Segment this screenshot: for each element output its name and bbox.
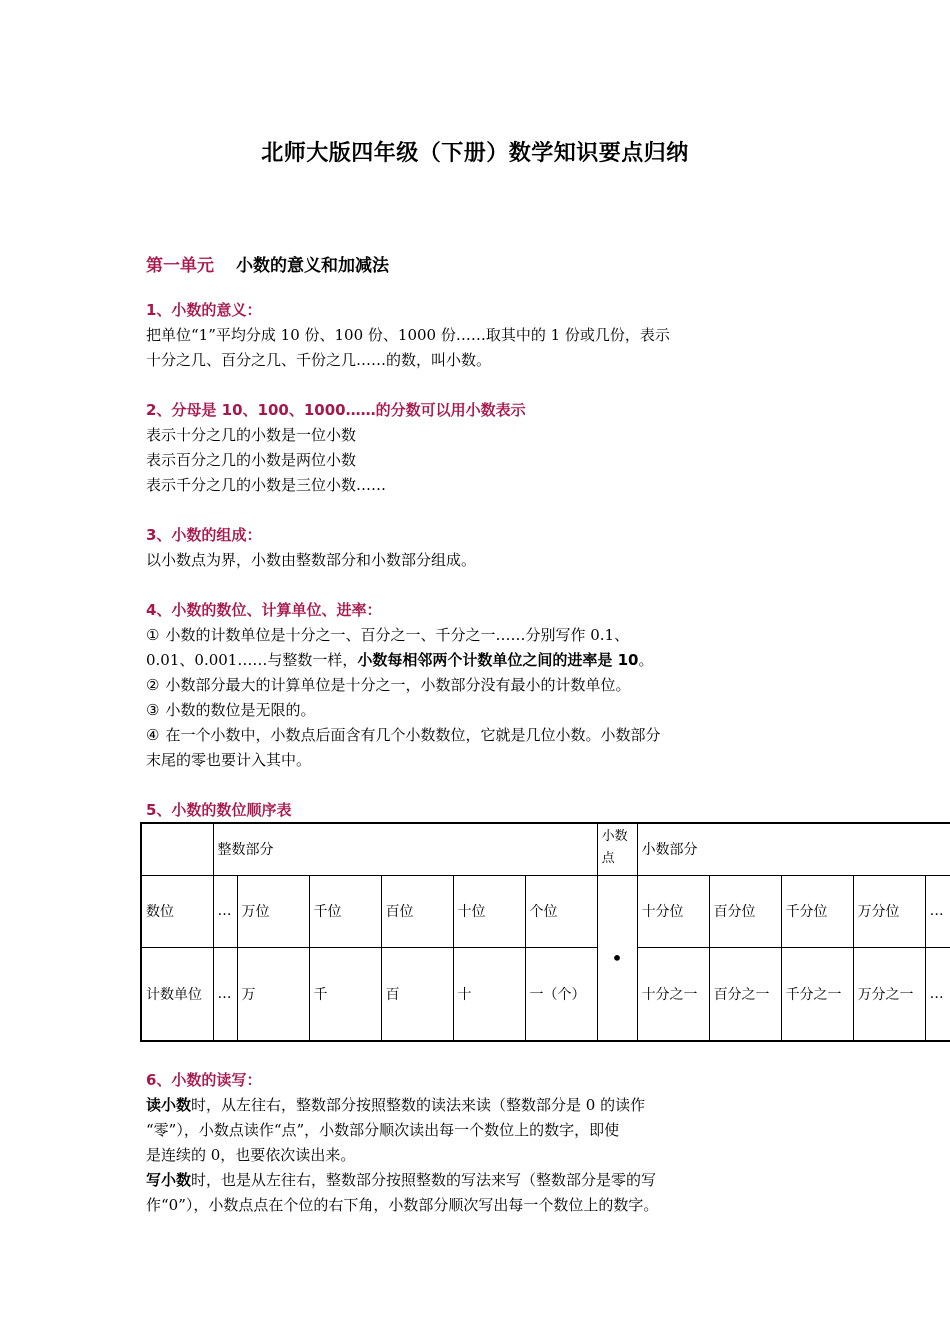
place-cell: 万分位 — [853, 875, 925, 947]
table-corner-cell — [141, 823, 213, 875]
ellipsis-cell: … — [213, 875, 237, 947]
item-marker: ① — [146, 626, 160, 644]
page-title: 北师大版四年级（下册）数学知识要点归纳 — [261, 141, 689, 166]
list-item — [146, 698, 846, 723]
unit-cell: 一（个） — [525, 947, 597, 1041]
row-label: 计数单位 — [141, 947, 213, 1041]
table-header-row — [141, 823, 950, 875]
paragraph-text: 时，从左往右，整数部分按照整数的读法来读（整数部分是 0 的读作 — [191, 1096, 646, 1114]
table-row — [141, 875, 950, 947]
unit-cell: 万 — [237, 947, 309, 1041]
section-5 — [146, 798, 846, 823]
paragraph-line: 是连续的 0，也要依次读出来。 — [146, 1146, 356, 1164]
paragraph-line: 表示十分之几的小数是一位小数 — [146, 426, 357, 444]
place-cell: 十位 — [453, 875, 525, 947]
section-heading: 3、小数的组成： — [146, 526, 262, 544]
unit-heading — [146, 251, 389, 276]
section-heading: 5、小数的数位顺序表 — [146, 801, 292, 819]
paragraph-line: 表示千分之几的小数是三位小数…… — [146, 476, 387, 494]
item-text: 小数的数位是无限的。 — [165, 701, 316, 719]
bold-term: 读小数 — [146, 1096, 192, 1114]
place-cell: 千分位 — [781, 875, 853, 947]
unit-cell: 十 — [453, 947, 525, 1041]
decimal-place-table — [140, 822, 950, 1042]
section-4 — [146, 598, 846, 773]
section-heading: 2、分母是 10、100、1000……的分数可以用小数表示 — [146, 401, 526, 419]
section-3 — [146, 523, 846, 573]
item-text: 。 — [638, 651, 654, 669]
row-label: 数位 — [141, 875, 213, 947]
unit-cell: 十分之一 — [637, 947, 709, 1041]
paragraph-line: 表示百分之几的小数是两位小数 — [146, 451, 357, 469]
paragraph-line: 把单位“1”平均分成 10 份、100 份、1000 份……取其中的 1 份或几份，表示 — [146, 326, 670, 344]
unit-number: 第一单元 — [146, 256, 214, 276]
decimal-part-header: 小数部分 — [637, 823, 950, 875]
paragraph-text: 时，也是从左往右，整数部分按照整数的写法来写（整数部分是零的写 — [191, 1171, 657, 1189]
decimal-point-header: 小数点 — [597, 823, 637, 875]
list-item-continuation: 末尾的零也要计入其中。 — [146, 751, 312, 769]
item-text: 0.01、0.001……与整数一样， — [146, 651, 358, 669]
item-marker: ③ — [146, 701, 160, 719]
item-text: 小数的计数单位是十分之一、百分之一、千分之一……分别写作 0.1、 — [165, 626, 630, 644]
section-2 — [146, 398, 846, 498]
integer-part-header: 整数部分 — [213, 823, 597, 875]
place-cell: 个位 — [525, 875, 597, 947]
unit-cell: 百分之一 — [709, 947, 781, 1041]
paragraph-line: 十分之几、百分之几、千份之几……的数，叫小数。 — [146, 351, 492, 369]
ellipsis-cell: … — [925, 947, 950, 1041]
item-marker: ② — [146, 676, 160, 694]
ellipsis-cell: … — [925, 875, 950, 947]
place-cell: 百分位 — [709, 875, 781, 947]
paragraph-line: “零”），小数点读作“点”，小数部分顺次读出每一个数位上的数字，即使 — [146, 1121, 620, 1139]
place-cell: 百位 — [381, 875, 453, 947]
unit-cell: 千分之一 — [781, 947, 853, 1041]
section-heading: 6、小数的读写： — [146, 1071, 262, 1089]
section-heading: 1、小数的意义： — [146, 301, 262, 319]
paragraph-line — [146, 1093, 846, 1118]
unit-cell: 百 — [381, 947, 453, 1041]
item-text: 小数部分最大的计算单位是十分之一，小数部分没有最小的计数单位。 — [165, 676, 631, 694]
section-heading: 4、小数的数位、计算单位、进率： — [146, 601, 382, 619]
unit-cell: 万分之一 — [853, 947, 925, 1041]
ellipsis-cell: … — [213, 947, 237, 1041]
place-cell: 千位 — [309, 875, 381, 947]
paragraph-line: 作“0”），小数点点在个位的右下角，小数部分顺次写出每一个数位上的数字。 — [146, 1196, 659, 1214]
paragraph-line — [146, 1168, 846, 1193]
bold-term: 写小数 — [146, 1171, 192, 1189]
list-item-continuation — [146, 648, 846, 673]
item-bold-text: 小数每相邻两个计数单位之间的进率是 10 — [357, 651, 639, 669]
list-item — [146, 673, 846, 698]
list-item — [146, 723, 846, 748]
decimal-point-cell: • — [597, 875, 637, 1041]
unit-name: 小数的意义和加减法 — [236, 256, 389, 276]
item-marker: ④ — [146, 726, 160, 744]
list-item — [146, 623, 846, 648]
place-cell: 十分位 — [637, 875, 709, 947]
table-row — [141, 947, 950, 1041]
place-cell: 万位 — [237, 875, 309, 947]
section-6 — [146, 1068, 846, 1218]
paragraph-line: 以小数点为界，小数由整数部分和小数部分组成。 — [146, 551, 477, 569]
item-text: 在一个小数中，小数点后面含有几个小数数位，它就是几位小数。小数部分 — [165, 726, 661, 744]
unit-cell: 千 — [309, 947, 381, 1041]
section-1 — [146, 298, 846, 373]
